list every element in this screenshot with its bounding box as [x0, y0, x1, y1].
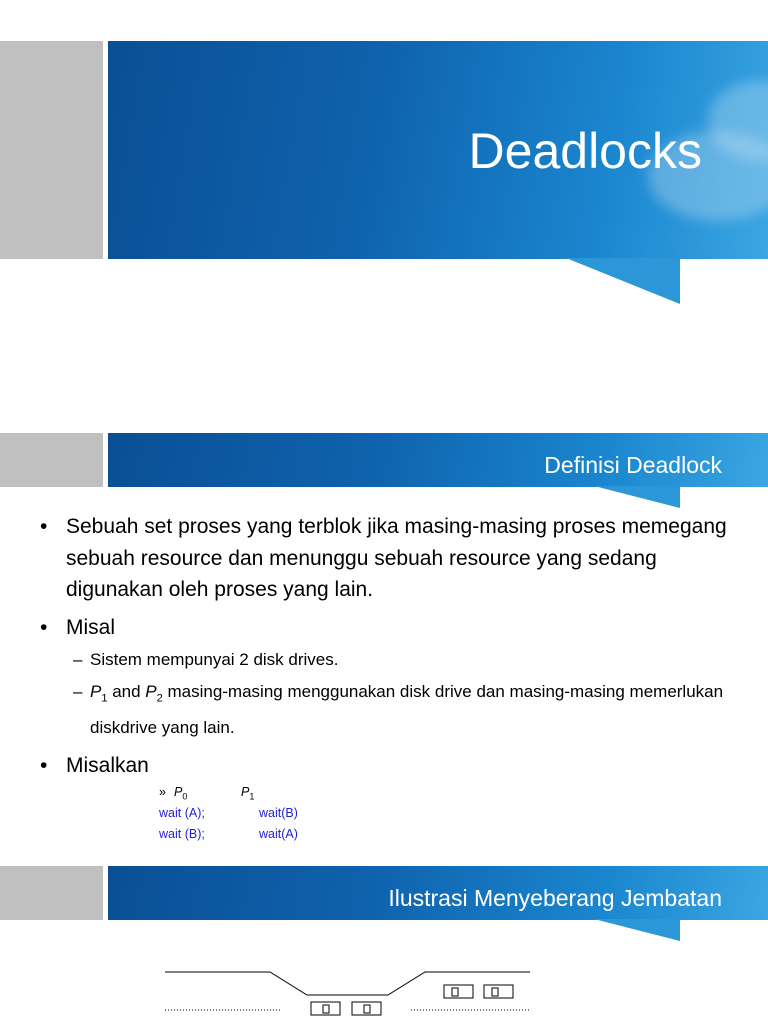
car-left-2-window	[364, 1005, 370, 1013]
bullet-text: Misal	[66, 615, 116, 639]
p0-subscript: 0	[182, 791, 188, 802]
p2-subscript: 2	[156, 692, 163, 705]
slide2-title: Definisi Deadlock	[544, 452, 722, 478]
code-cell: wait(A)	[259, 826, 298, 841]
code-cell: wait (A);	[159, 805, 205, 820]
p0-label: P	[174, 784, 183, 799]
slide3-title: Ilustrasi Menyeberang Jembatan	[388, 885, 722, 911]
bullet-text: Misalkan	[66, 754, 149, 778]
slide1-title: Deadlocks	[468, 123, 702, 179]
bullet-item: • Misalkan	[40, 754, 149, 778]
bridge-illustration	[0, 960, 768, 1024]
bullet-text: Sebuah set proses yang terblok jika masing-masing proses memegang sebuah resource dan menunggu sebuah resource yang sedang digunakan oleh proses yang lain.	[66, 515, 727, 601]
bullet-item: • Sebuah set proses yang terblok jika masing-masing proses memegang sebuah resource dan menunggu sebuah resource yang sedang digunakan oleh proses yang lain.	[40, 515, 727, 601]
p1-code-subscript: 1	[249, 791, 255, 802]
sub-bullet-item: – Sistem mempunyai 2 disk drives.	[73, 650, 339, 669]
slide2-title-banner	[108, 433, 768, 487]
slide3-title-banner	[108, 866, 768, 920]
slide2-banner-tail	[594, 486, 680, 508]
and-text: and	[107, 682, 146, 701]
road-top-line	[165, 972, 530, 995]
car-right-2-window	[492, 988, 498, 996]
car-right-1-window	[452, 988, 458, 996]
p1-label: P	[241, 784, 250, 799]
p1-subscript: 1	[101, 692, 108, 705]
code-row	[40, 824, 740, 845]
slide1-title-banner	[108, 41, 768, 259]
slide2-body	[40, 511, 740, 848]
car-left-1-window	[323, 1005, 329, 1013]
code-row	[40, 803, 740, 824]
code-cell: wait (B);	[159, 826, 205, 841]
slide2-gray-block	[0, 433, 103, 487]
p1-symbol: P	[90, 682, 102, 701]
code-marker: »	[159, 784, 166, 799]
sub-bullet-item: – $P_1$ and $P_2$ masing-masing menggunakan disk drive dan masing-masing memerlukan diskdrive yang lain.	[73, 682, 724, 738]
slide3-gray-block	[0, 866, 103, 920]
slide1-banner-tail	[566, 258, 680, 304]
sub-bullet-text: masing-masing menggunakan disk drive dan masing-masing memerlukan diskdrive yang lain.	[90, 682, 724, 738]
sub-bullet-text: Sistem mempunyai 2 disk drives.	[90, 650, 339, 669]
bullet-item: • Misal	[40, 615, 116, 639]
code-block	[40, 782, 740, 848]
slide3-banner-tail	[594, 919, 680, 941]
slide1-gray-block	[0, 41, 103, 259]
code-header-row	[40, 782, 740, 803]
p2-symbol: P	[145, 682, 157, 701]
code-cell: wait(B)	[259, 805, 298, 820]
